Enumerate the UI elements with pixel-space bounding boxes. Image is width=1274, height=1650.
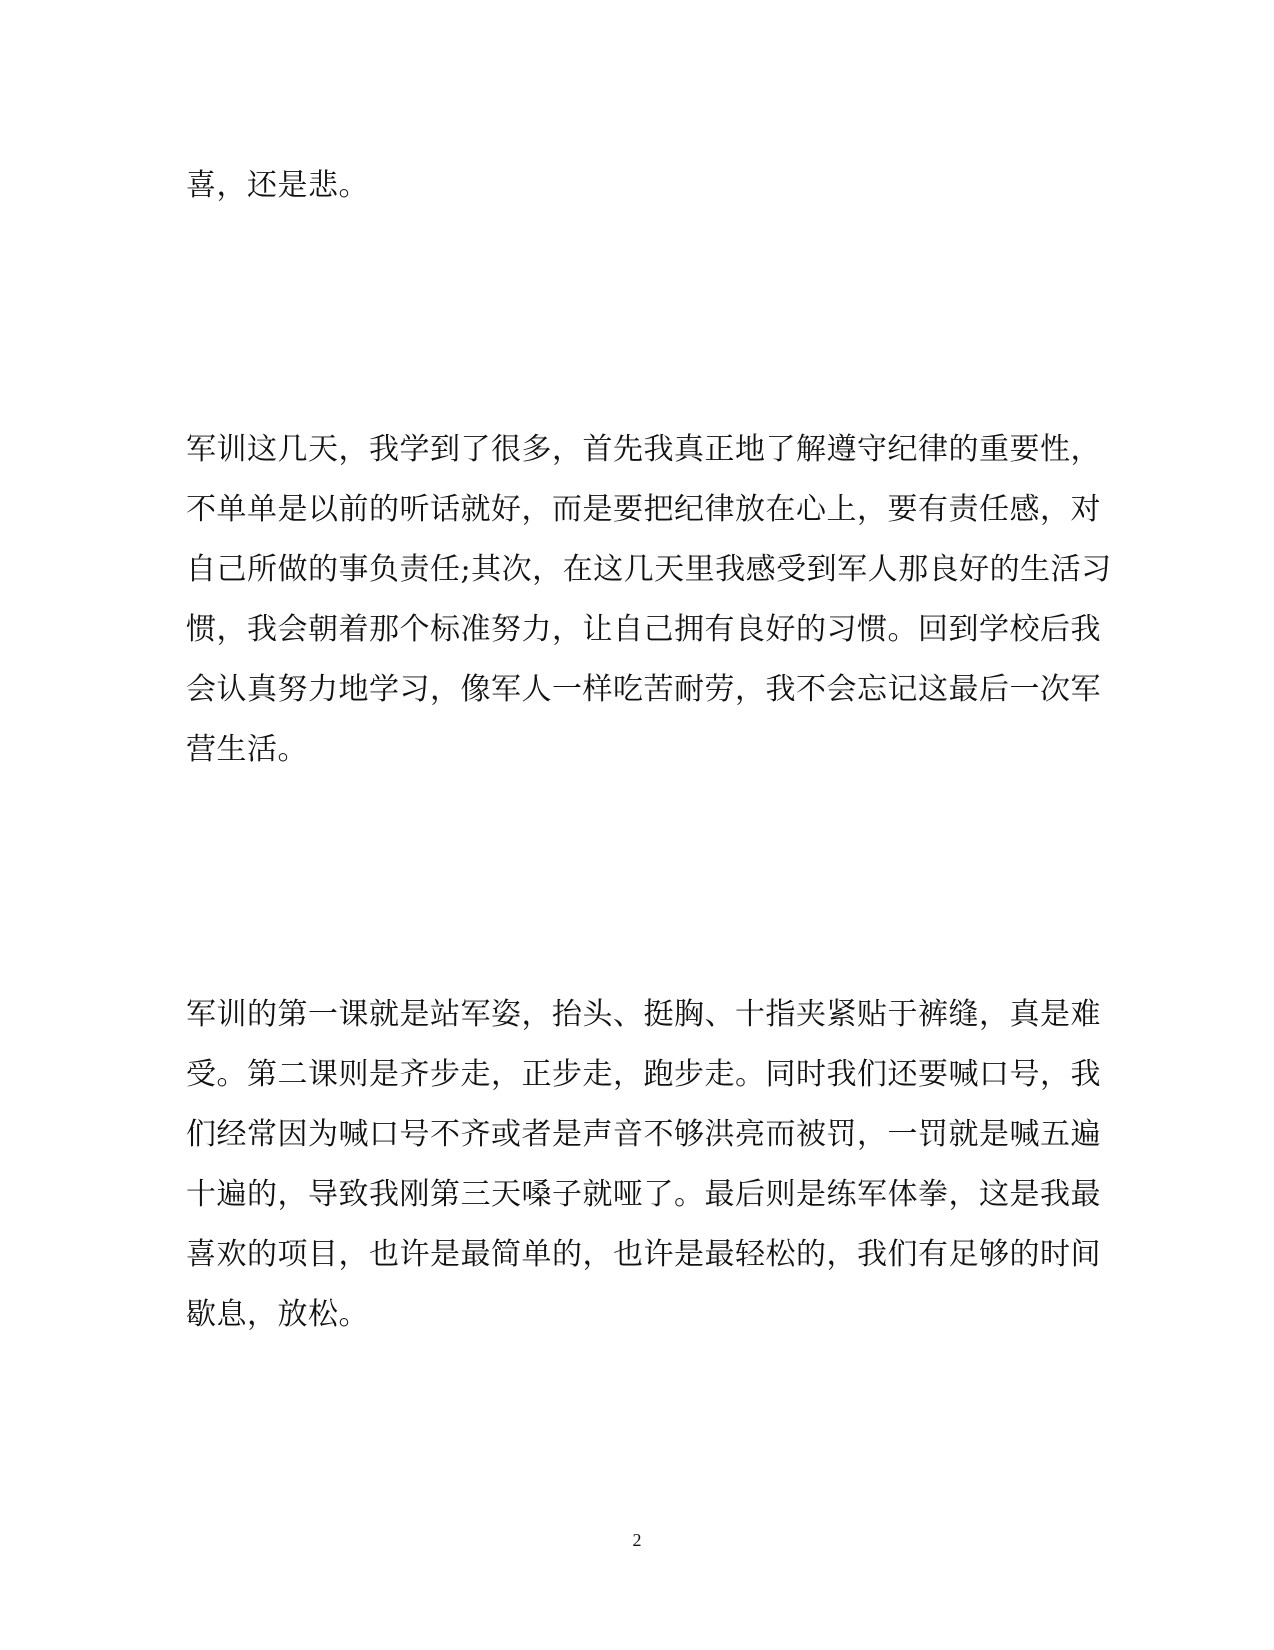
paragraph-2-line-1: 军训这几天，我学到了很多，首先我真正地了解遵守纪律的重要性， [186,432,1101,467]
paragraph-2-line-5: 会认真努力地学习，像军人一样吃苦耐劳，我不会忘记这最后一次军 [186,672,1101,707]
paragraph-3-line-1: 军训的第一课就是站军姿，抬头、挺胸、十指夹紧贴于裤缝，真是难 [186,997,1101,1032]
paragraph-3-line-4: 十遍的，导致我刚第三天嗓子就哑了。最后则是练军体拳，这是我最 [186,1177,1101,1212]
paragraph-2-line-4: 惯，我会朝着那个标准努力，让自己拥有良好的习惯。回到学校后我 [186,612,1101,647]
paragraph-2-line-2: 不单单是以前的听话就好，而是要把纪律放在心上，要有责任感，对 [186,492,1101,527]
paragraph-3-line-3: 们经常因为喊口号不齐或者是声音不够洪亮而被罚，一罚就是喊五遍 [186,1117,1101,1152]
paragraph-2-line-3: 自己所做的事负责任;其次，在这几天里我感受到军人那良好的生活习 [186,552,1112,587]
page-number: 2 [632,1530,642,1550]
paragraph-2-line-6: 营生活。 [186,732,308,767]
paragraph-1-line-1: 喜，还是悲。 [186,168,369,203]
paragraph-3-line-2: 受。第二课则是齐步走，正步走，跑步走。同时我们还要喊口号，我 [186,1057,1101,1092]
paragraph-3-line-5: 喜欢的项目，也许是最简单的，也许是最轻松的，我们有足够的时间 [186,1237,1101,1272]
paragraph-3-line-6: 歇息，放松。 [186,1297,369,1332]
